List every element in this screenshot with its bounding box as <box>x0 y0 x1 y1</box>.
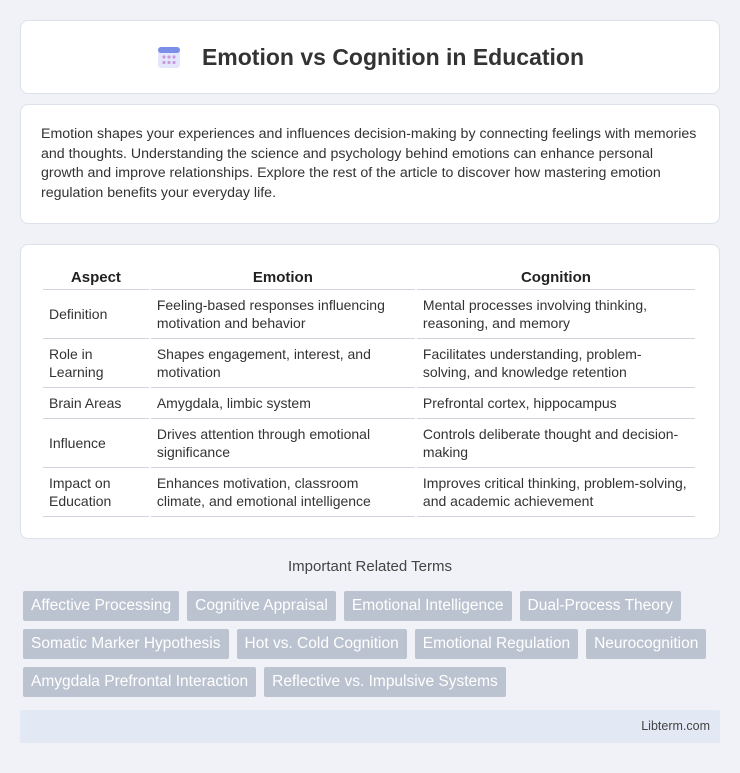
aspect-cell: Influence <box>43 419 149 468</box>
table-row <box>43 419 695 468</box>
related-term-tag[interactable]: Somatic Marker Hypothesis <box>23 629 229 659</box>
cognition-cell: Facilitates understanding, problem-solving, and knowledge retention <box>417 339 695 388</box>
emotion-cell: Feeling-based responses influencing motivation and behavior <box>151 290 415 339</box>
header-emotion: Emotion <box>151 265 415 290</box>
table-row <box>43 290 695 339</box>
related-term-tag[interactable]: Neurocognition <box>586 629 706 659</box>
emotion-cell: Drives attention through emotional significance <box>151 419 415 468</box>
table-row <box>43 339 695 388</box>
aspect-cell: Role in Learning <box>43 339 149 388</box>
page-title: Emotion vs Cognition in Education <box>201 43 585 70</box>
related-term-tag[interactable]: Cognitive Appraisal <box>187 591 336 621</box>
related-term-tag[interactable]: Affective Processing <box>23 591 179 621</box>
related-term-tag[interactable]: Reflective vs. Impulsive Systems <box>264 667 506 697</box>
related-term-tag[interactable]: Amygdala Prefrontal Interaction <box>23 667 256 697</box>
calendar-icon <box>156 44 182 70</box>
cognition-cell: Prefrontal cortex, hippocampus <box>417 388 695 419</box>
aspect-cell: Impact on Education <box>43 468 149 517</box>
intro-text: Emotion shapes your experiences and influences decision-making by connecting feelings with memories and thoughts. Understanding the science and psychology behind emotions can enhance personal growth and improve relationships. Explore the rest of the article to discover how mastering emotion regulation benefits your everyday life. <box>41 126 697 201</box>
related-terms-list <box>23 591 713 697</box>
header-cognition: Cognition <box>417 265 695 290</box>
header-aspect: Aspect <box>43 265 149 290</box>
footer-brand-link[interactable]: Libterm.com <box>641 719 710 733</box>
emotion-cell: Shapes engagement, interest, and motivation <box>151 339 415 388</box>
related-terms-title: Important Related Terms <box>288 558 452 575</box>
emotion-cell: Amygdala, limbic system <box>151 388 415 419</box>
comparison-table <box>41 265 697 517</box>
table-header-row <box>43 265 695 290</box>
related-term-tag[interactable]: Dual-Process Theory <box>520 591 681 621</box>
intro-card <box>20 104 720 224</box>
related-term-tag[interactable]: Emotional Regulation <box>415 629 578 659</box>
cognition-cell: Mental processes involving thinking, reasoning, and memory <box>417 290 695 339</box>
cognition-cell: Controls deliberate thought and decision-making <box>417 419 695 468</box>
comparison-table-card <box>20 244 720 539</box>
related-term-tag[interactable]: Hot vs. Cold Cognition <box>237 629 407 659</box>
table-row <box>43 468 695 517</box>
aspect-cell: Definition <box>43 290 149 339</box>
emotion-cell: Enhances motivation, classroom climate, and emotional intelligence <box>151 468 415 517</box>
table-row <box>43 388 695 419</box>
footer <box>20 710 720 743</box>
aspect-cell: Brain Areas <box>43 388 149 419</box>
header-card <box>20 20 720 94</box>
related-term-tag[interactable]: Emotional Intelligence <box>344 591 512 621</box>
cognition-cell: Improves critical thinking, problem-solving, and academic achievement <box>417 468 695 517</box>
